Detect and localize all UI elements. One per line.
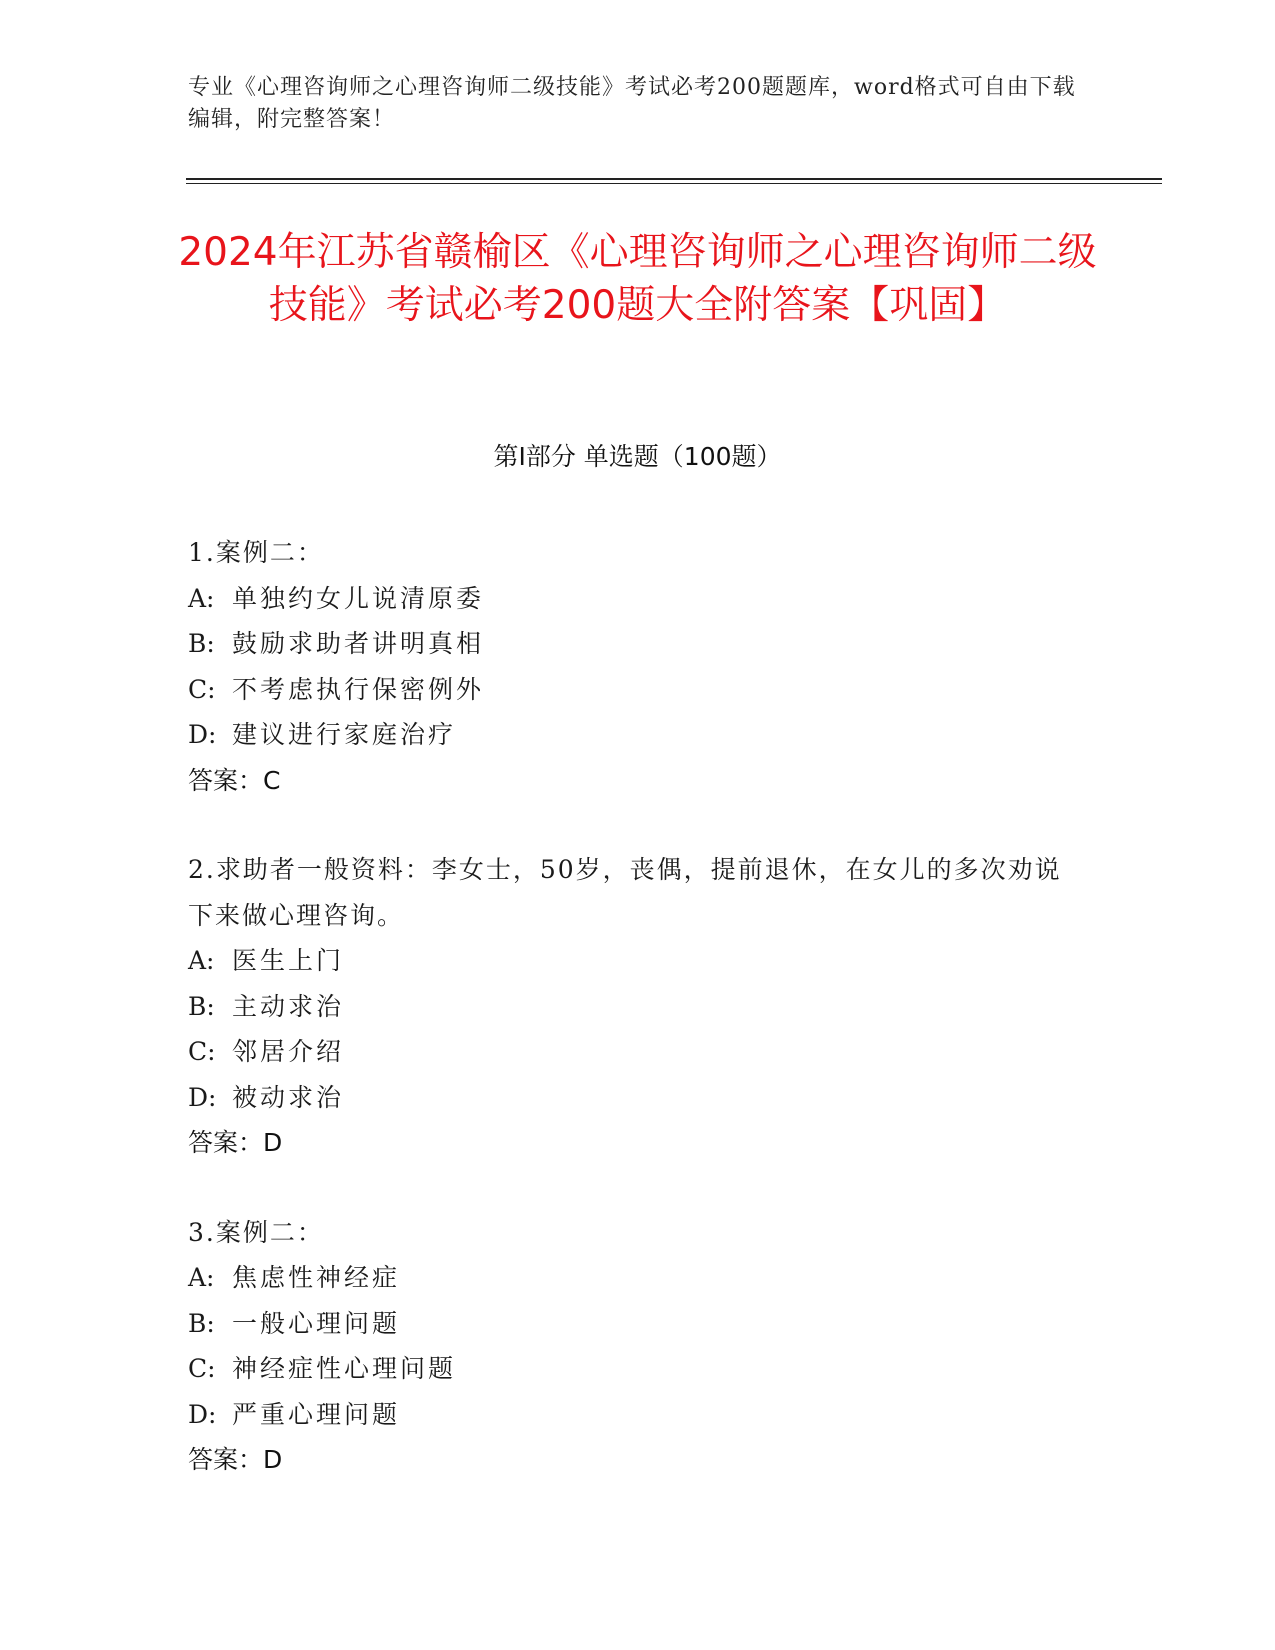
question-1 bbox=[188, 530, 1068, 803]
option-text: 主动求治 bbox=[232, 991, 345, 1021]
document-title: 2024年江苏省赣榆区《心理咨询师之心理咨询师二级技能》考试必考200题大全附答案【巩固】 bbox=[178, 230, 1097, 328]
option-b bbox=[188, 621, 1068, 667]
question-stem: 2.求助者一般资料：李女士，50岁，丧偶，提前退休，在女儿的多次劝说下来做心理咨询。 bbox=[188, 855, 1062, 930]
option-letter: B: bbox=[188, 991, 215, 1021]
header-divider-thin bbox=[186, 183, 1162, 184]
option-b bbox=[188, 984, 1068, 1030]
question-2 bbox=[188, 847, 1068, 1166]
option-d bbox=[188, 1392, 1068, 1438]
option-text: 鼓励求助者讲明真相 bbox=[232, 629, 485, 658]
option-c bbox=[188, 1346, 1068, 1392]
option-letter: A: bbox=[188, 1263, 215, 1292]
option-text: 建议进行家庭治疗 bbox=[232, 720, 457, 749]
option-a bbox=[188, 576, 1068, 622]
option-text: 神经症性心理问题 bbox=[232, 1354, 457, 1383]
option-a bbox=[188, 938, 1068, 984]
question-3 bbox=[188, 1210, 1068, 1483]
header-divider-thick bbox=[186, 178, 1162, 180]
option-letter: D: bbox=[188, 1082, 217, 1112]
option-text: 被动求治 bbox=[232, 1082, 345, 1112]
answer-line: 答案：D bbox=[188, 1445, 283, 1474]
header-note: 专业《心理咨询师之心理咨询师二级技能》考试必考200题题库，word格式可自由下载编辑，附完整答案！ bbox=[188, 75, 1076, 132]
option-letter: B: bbox=[188, 1308, 215, 1338]
option-b bbox=[188, 1301, 1068, 1347]
answer-line: 答案：D bbox=[188, 1128, 283, 1157]
option-letter: A: bbox=[188, 583, 215, 613]
option-d bbox=[188, 1075, 1068, 1121]
option-letter: B: bbox=[188, 629, 215, 658]
option-letter: C: bbox=[188, 1354, 216, 1383]
option-text: 一般心理问题 bbox=[232, 1308, 401, 1338]
option-text: 邻居介绍 bbox=[232, 1037, 345, 1066]
option-letter: A: bbox=[188, 946, 215, 975]
option-letter: D: bbox=[188, 720, 217, 749]
option-c bbox=[188, 667, 1068, 713]
option-text: 不考虑执行保密例外 bbox=[232, 674, 485, 704]
answer-line: 答案：C bbox=[188, 765, 281, 795]
option-text: 医生上门 bbox=[232, 946, 345, 975]
option-text: 严重心理问题 bbox=[232, 1399, 401, 1429]
option-text: 焦虑性神经症 bbox=[232, 1263, 401, 1292]
option-letter: C: bbox=[188, 674, 216, 704]
question-list bbox=[188, 530, 1068, 1527]
question-stem: 1.案例二： bbox=[188, 538, 324, 567]
option-c bbox=[188, 1029, 1068, 1075]
option-d bbox=[188, 712, 1068, 758]
option-a bbox=[188, 1255, 1068, 1301]
option-letter: C: bbox=[188, 1037, 216, 1066]
option-text: 单独约女儿说清原委 bbox=[232, 583, 485, 613]
question-stem: 3.案例二： bbox=[188, 1217, 324, 1247]
section-title: 第I部分 单选题（100题） bbox=[493, 442, 782, 471]
option-letter: D: bbox=[188, 1399, 217, 1429]
